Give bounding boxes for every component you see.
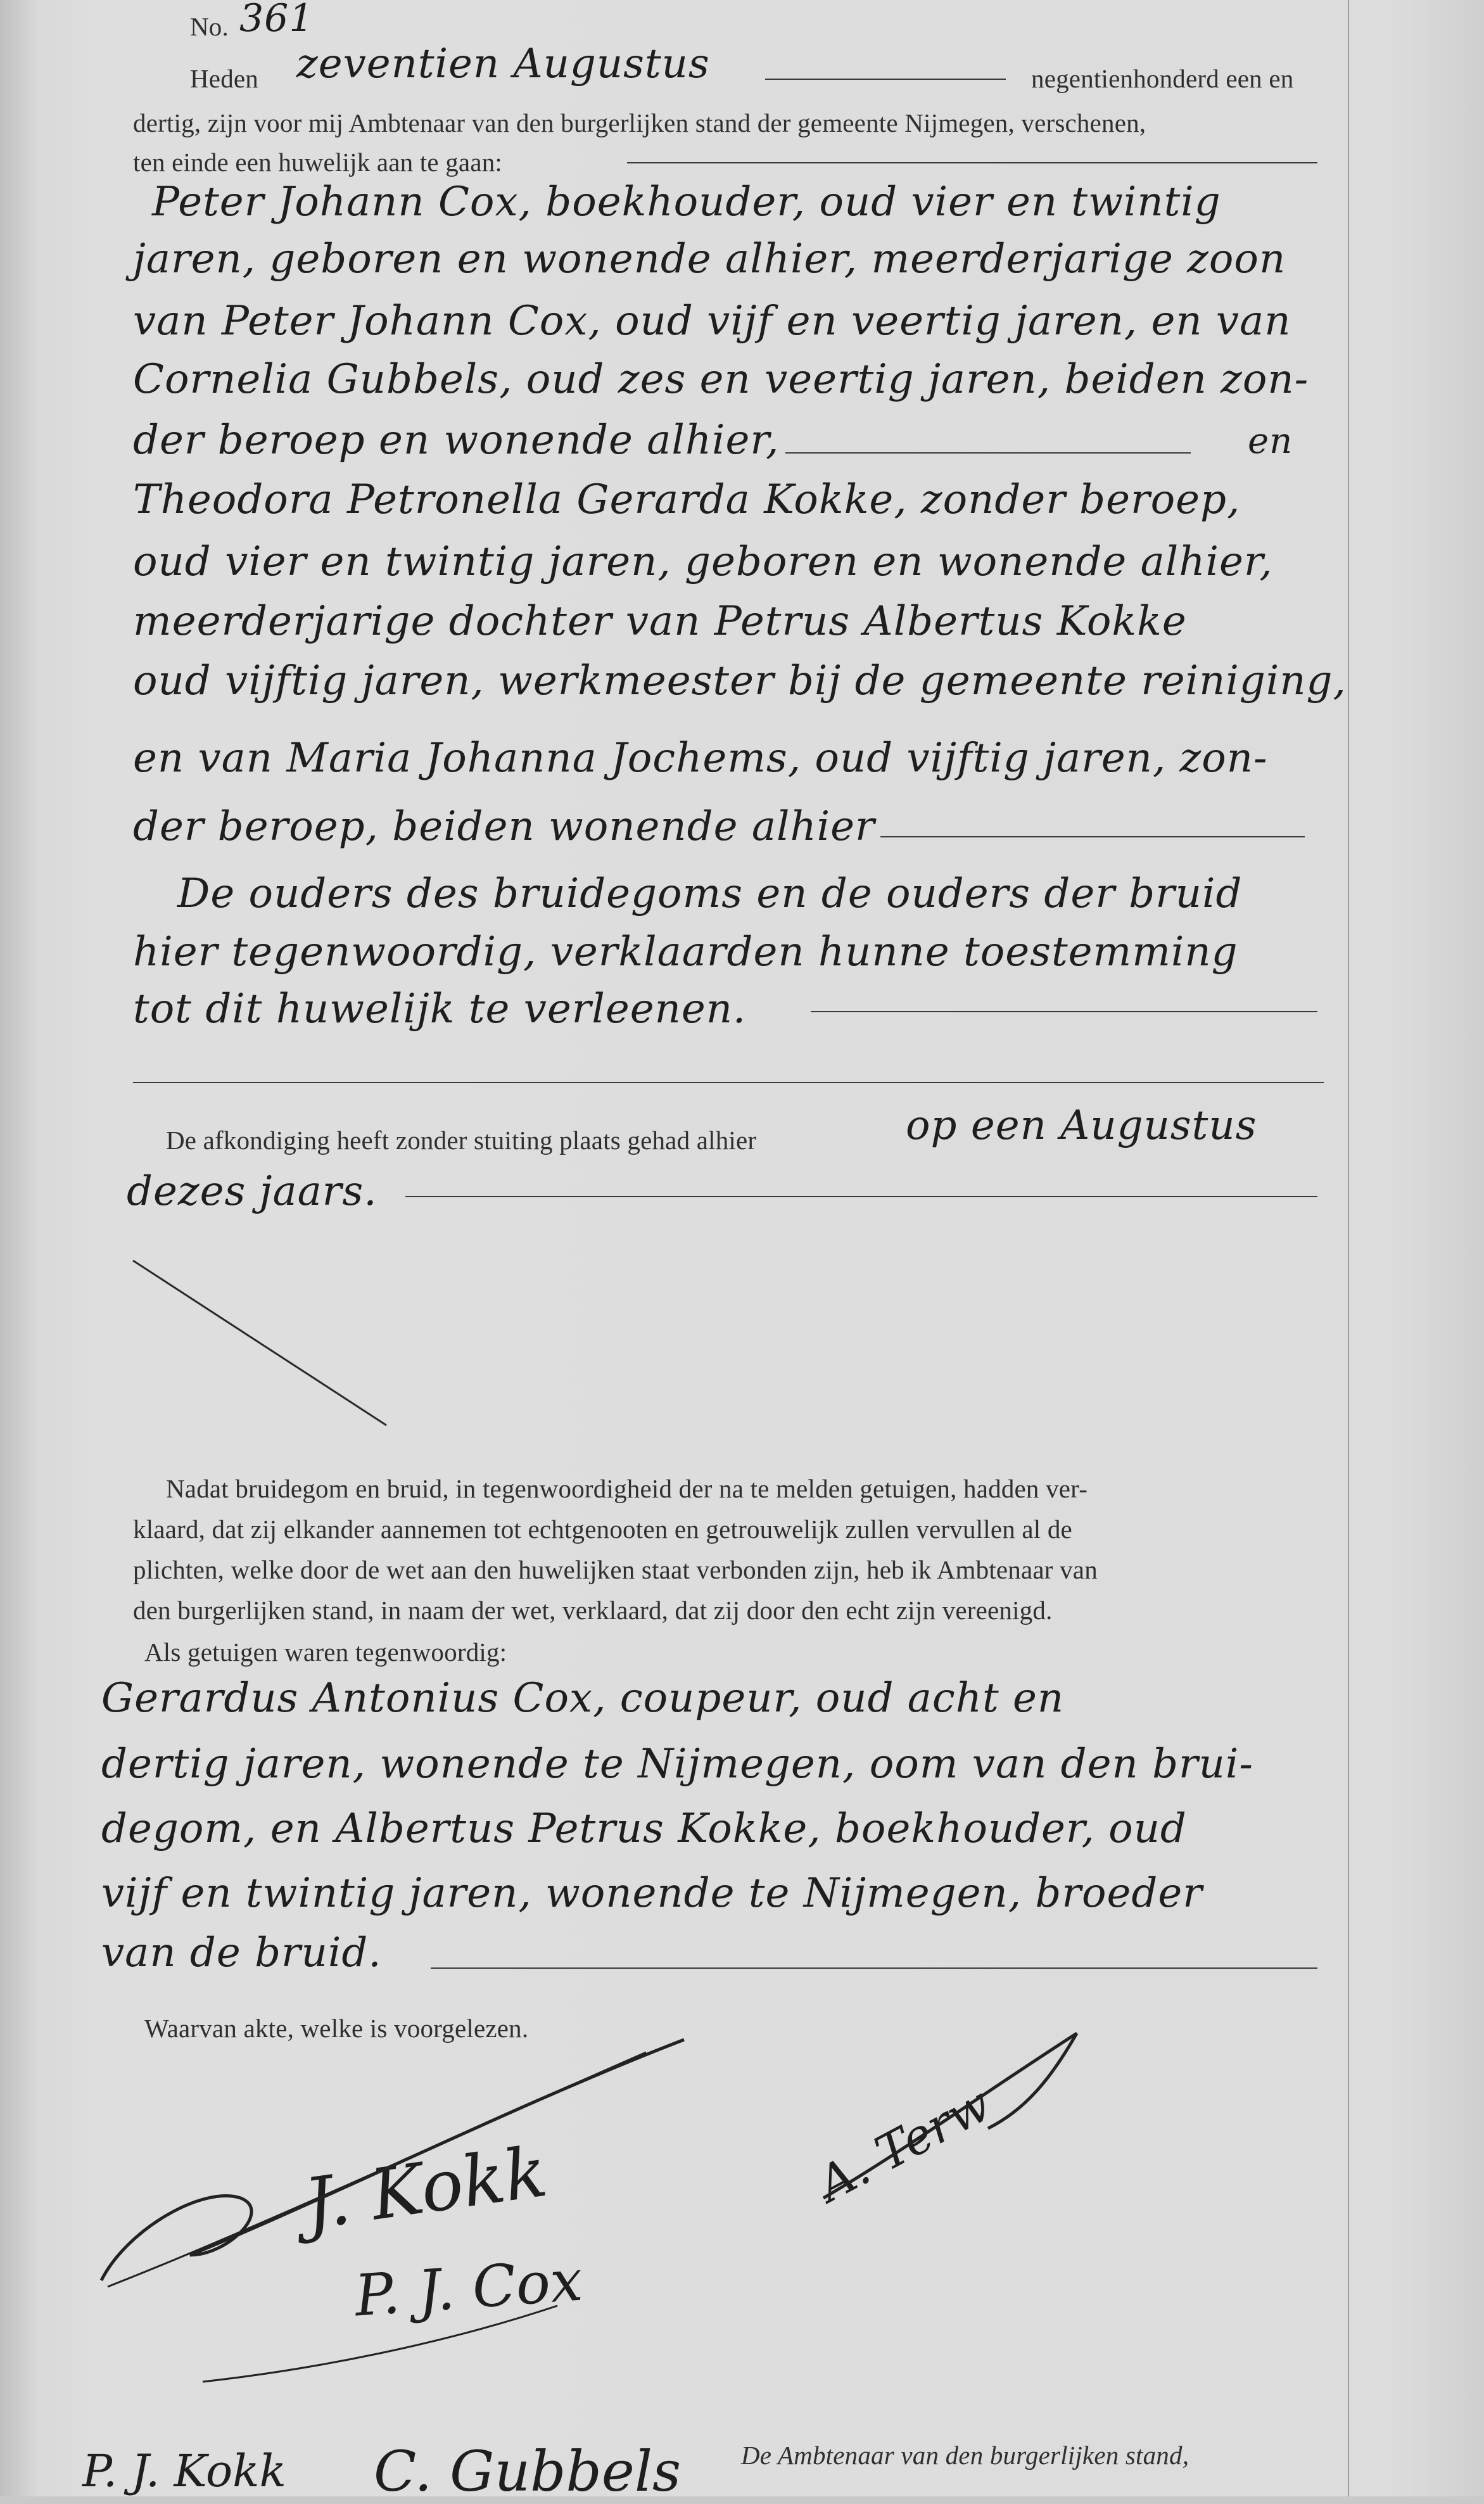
witness-line: degom, en Albertus Petrus Kokke, boekhouder, oud bbox=[101, 1805, 1187, 1852]
heden-label: Heden bbox=[190, 64, 259, 93]
declaration-line: Nadat bruidegom en bruid, in tegenwoordigheid der na te melden getuigen, hadden ver- bbox=[166, 1474, 1088, 1503]
groom-line: Cornelia Gubbels, oud zes en veertig jaren, beiden zon- bbox=[133, 356, 1309, 403]
conjunction-en: en bbox=[1248, 421, 1293, 462]
official-signature-flourish bbox=[823, 2033, 1077, 2198]
groom-line: Peter Johann Cox, boekhouder, oud vier en twintig bbox=[152, 179, 1221, 226]
cancel-diagonal-stroke bbox=[133, 1261, 386, 1425]
marriage-date: zeventien Augustus bbox=[296, 41, 710, 87]
announcement-printed: De afkondiging heeft zonder stuiting plaats gehad alhier bbox=[166, 1126, 757, 1155]
declaration-line: plichten, welke door de wet aan den huwelijken staat verbonden zijn, heb ik Ambtenaar van bbox=[133, 1555, 1098, 1584]
year-text: negentienhonderd een en bbox=[1031, 64, 1294, 93]
consent-line: hier tegenwoordig, verklaarden hunne toestemming bbox=[133, 929, 1238, 976]
record-number: 361 bbox=[239, 0, 314, 41]
announcement-year: dezes jaars. bbox=[127, 1168, 377, 1215]
declaration-line: klaard, dat zij elkander aannemen tot echtgenooten en getrouwelijk zullen vervullen al de bbox=[133, 1515, 1072, 1544]
signature-flourish bbox=[108, 2052, 646, 2287]
record-number-label: No. bbox=[190, 12, 229, 41]
groom-line: jaren, geboren en wonende alhier, meerderjarige zoon bbox=[133, 236, 1286, 283]
signature-flourish bbox=[101, 2040, 684, 2280]
bride-line: Theodora Petronella Gerarda Kokke, zonder beroep, bbox=[133, 476, 1241, 523]
closing-statement: Waarvan akte, welke is voorgelezen. bbox=[144, 2014, 529, 2043]
consent-line: tot dit huwelijk te verleenen. bbox=[133, 986, 747, 1033]
announcement-date: op een Augustus bbox=[906, 1102, 1257, 1149]
declaration-line: den burgerlijken stand, in naam der wet, verklaard, dat zij door den echt zijn vereenigd. bbox=[133, 1596, 1053, 1625]
declaration-line: Als getuigen waren tegenwoordig: bbox=[144, 1637, 507, 1667]
underline-stroke bbox=[203, 2306, 557, 2382]
bride-line: der beroep, beiden wonende alhier bbox=[133, 803, 875, 850]
witness-line: vijf en twintig jaren, wonende te Nijmegen, broeder bbox=[101, 1870, 1203, 1917]
bride-line: oud vijftig jaren, werkmeester bij de gemeente reiniging, bbox=[133, 658, 1347, 704]
groom-line: der beroep en wonende alhier, bbox=[133, 417, 780, 464]
intro-line-3: ten einde een huwelijk aan te gaan: bbox=[133, 148, 503, 177]
official-title: De Ambtenaar van den burgerlijken stand, bbox=[741, 2441, 1189, 2470]
signature: P. J. Cox bbox=[352, 2247, 585, 2330]
bride-line: oud vier en twintig jaren, geboren en wonende alhier, bbox=[133, 538, 1273, 585]
witness-line: Gerardus Antonius Cox, coupeur, oud acht en bbox=[101, 1675, 1065, 1722]
bride-line: en van Maria Johanna Jochems, oud vijftig jaren, zon- bbox=[133, 735, 1268, 782]
bride-line: meerderjarige dochter van Petrus Albertus Kokke bbox=[133, 598, 1187, 645]
signature: C. Gubbels bbox=[374, 2439, 682, 2504]
consent-line: De ouders des bruidegoms en de ouders der bruid bbox=[177, 870, 1243, 917]
groom-line: van Peter Johann Cox, oud vijf en veertig jaren, en van bbox=[133, 298, 1291, 345]
signature: J. Kokk bbox=[299, 2130, 552, 2246]
official-signature: A. Terw bbox=[808, 2075, 1000, 2213]
intro-line-2: dertig, zijn voor mij Ambtenaar van den burgerlijken stand der gemeente Nijmegen, verschenen, bbox=[133, 108, 1146, 137]
witness-line: van de bruid. bbox=[101, 1929, 382, 1976]
witness-line: dertig jaren, wonende te Nijmegen, oom van den brui- bbox=[101, 1741, 1253, 1788]
signature: P. J. Kokk bbox=[82, 2445, 286, 2497]
